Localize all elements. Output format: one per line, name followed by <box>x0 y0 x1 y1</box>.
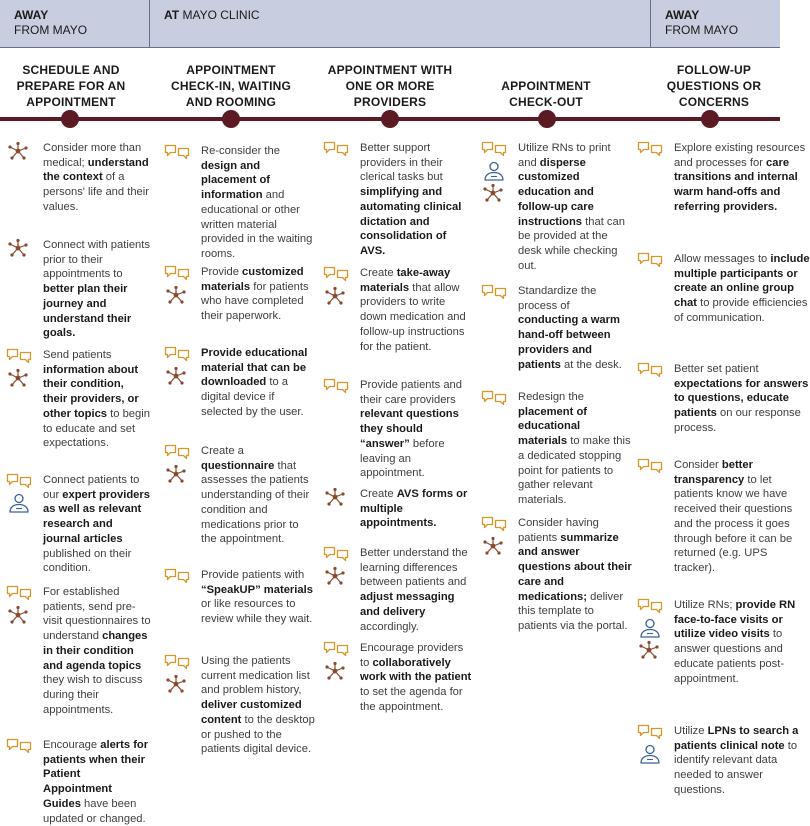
body-text: Provide patients with <box>201 569 305 581</box>
person-icon <box>637 618 667 638</box>
chat-icon <box>481 516 511 534</box>
recommendation-text <box>201 568 317 627</box>
header-away-right-normal: FROM MAYO <box>665 23 739 37</box>
header-at-mayo <box>150 0 650 48</box>
recommendation-icons <box>637 141 667 161</box>
stage-title-schedule: SCHEDULE AND PREPARE FOR AN APPOINTMENT <box>16 63 126 109</box>
recommendation-icons <box>6 141 36 163</box>
body-text: Consider more than medical; <box>43 142 142 169</box>
chat-icon <box>164 144 194 162</box>
recommendation-text <box>674 458 810 576</box>
recommendation-text <box>518 141 632 273</box>
recommendation-text <box>360 266 472 354</box>
recommendation-icons <box>481 516 511 558</box>
timeline-dot-schedule <box>61 110 79 128</box>
recommendation-icons <box>637 252 667 272</box>
timeline-dot-check-in <box>222 110 240 128</box>
recommendation-icons <box>481 284 511 304</box>
emphasis-text: customized materials <box>201 266 304 293</box>
recommendation-text <box>360 487 472 531</box>
recommendation-icons <box>323 641 353 683</box>
emphasis-text: expert providers as well as relevant research and journal articles <box>43 488 150 545</box>
recommendation-icons <box>323 546 353 588</box>
recommendation-text <box>201 654 317 757</box>
body-text: Better understand the learning differences between patients and <box>360 547 468 589</box>
emphasis-text: LPNs to search a patients clinical note <box>674 725 799 752</box>
emphasis-text: better plan their journey and understand their goals. <box>43 283 132 340</box>
network-icon <box>164 285 194 305</box>
stage-title-check-out: APPOINTMENT CHECK-OUT <box>501 79 591 109</box>
chat-icon <box>323 141 353 159</box>
recommendation-icons <box>6 473 36 515</box>
emphasis-text: care transitions and internal warm hand-offs and referring providers. <box>674 156 798 213</box>
recommendation-text <box>43 238 151 341</box>
chat-icon <box>481 390 511 408</box>
network-icon <box>323 661 353 681</box>
chat-icon <box>164 346 194 364</box>
chat-icon <box>6 738 36 756</box>
header-away-right-bold: AWAY <box>665 8 700 22</box>
chat-icon <box>164 568 194 586</box>
network-icon <box>323 487 353 507</box>
emphasis-text: Provide educational material that can be downloaded <box>201 347 308 389</box>
recommendation-text <box>43 141 151 215</box>
network-icon <box>164 464 194 484</box>
body-text: to the desktop or pushed to the patients digital device. <box>201 713 315 756</box>
timeline-dot-follow-up <box>701 110 719 128</box>
body-text: Consider having patients <box>518 517 599 544</box>
body-text: Create a <box>201 445 244 457</box>
body-text: Create <box>360 267 397 279</box>
chat-icon <box>164 444 194 462</box>
network-icon <box>481 183 511 203</box>
emphasis-text: information about their condition, their providers, or other topics <box>43 363 139 420</box>
body-text: at the desk. <box>560 358 622 371</box>
chat-icon <box>323 266 353 284</box>
body-text: Better support providers in their clerical tasks but <box>360 142 443 184</box>
emphasis-text: deliver customized content <box>201 699 302 726</box>
recommendation-text <box>43 738 151 826</box>
recommendation-text <box>518 284 632 372</box>
recommendation-text <box>674 141 810 215</box>
recommendation-text <box>360 546 472 634</box>
recommendation-icons <box>164 265 194 307</box>
body-text: Encourage <box>43 739 101 751</box>
emphasis-text: design and placement of information <box>201 159 271 202</box>
header-away-right <box>650 0 780 48</box>
recommendation-text <box>201 144 317 262</box>
body-text: to begin to educate and set expectations. <box>43 407 150 450</box>
recommendation-icons <box>164 568 194 588</box>
chat-icon <box>637 598 667 616</box>
chat-icon <box>637 362 667 380</box>
chat-icon <box>637 724 667 742</box>
network-icon <box>323 286 353 306</box>
stage-title-check-in: APPOINTMENT CHECK-IN, WAITING AND ROOMING <box>170 63 292 109</box>
person-icon <box>481 161 511 181</box>
recommendation-icons <box>6 348 36 390</box>
body-text: Better set patient <box>674 363 759 375</box>
body-text: to let patients know we have received their questions and the process it goes through before it can be returned (e.g. UPS tracker). <box>674 473 793 574</box>
chat-icon <box>6 473 36 491</box>
chat-icon <box>164 265 194 283</box>
body-text: Explore existing resources and processes for <box>674 142 806 169</box>
recommendation-text <box>43 585 151 717</box>
emphasis-text: changes in their condition and agenda topics <box>43 630 148 672</box>
body-text: have been updated or changed. <box>43 797 146 825</box>
body-text: Connect with patients prior to their appointments to <box>43 239 150 281</box>
body-text: Encourage providers to <box>360 642 464 669</box>
body-text: Standardize the process of <box>518 285 597 312</box>
body-text: Utilize RNs to print and <box>518 142 611 169</box>
body-text: Allow messages to <box>674 253 771 265</box>
header-away-left-bold: AWAY <box>14 8 49 22</box>
emphasis-text: adjust messaging and delivery <box>360 591 455 618</box>
recommendation-icons <box>481 390 511 410</box>
emphasis-text: simplifying and automating clinical dictation and consolidation of AVS. <box>360 186 462 257</box>
body-text: Connect patients to our <box>43 474 140 501</box>
person-icon <box>6 493 36 513</box>
recommendation-text <box>360 641 472 715</box>
header-at-mayo-normal: MAYO CLINIC <box>182 8 260 22</box>
body-text: to a digital device if selected by the user. <box>201 376 304 418</box>
emphasis-text: collaboratively work with the patient <box>360 656 472 684</box>
network-icon <box>6 141 36 161</box>
body-text: that assesses the patients understanding of their condition and medications prior to the appointment. <box>201 459 310 546</box>
recommendation-text <box>201 265 317 324</box>
emphasis-text: understand the context <box>43 156 149 184</box>
recommendation-icons <box>637 724 667 766</box>
emphasis-text: AVS forms or multiple appointments. <box>360 488 468 530</box>
body-text: to identify relevant data needed to answer questions. <box>674 739 798 796</box>
network-icon <box>637 640 667 660</box>
recommendation-icons <box>637 458 667 478</box>
header-away-left <box>0 0 150 48</box>
chat-icon <box>6 585 36 603</box>
recommendation-icons <box>164 654 194 696</box>
emphasis-text: better transparency <box>674 459 753 486</box>
body-text: Redesign the <box>518 391 584 403</box>
chat-icon <box>6 348 36 366</box>
body-text: published on their condition. <box>43 547 132 575</box>
chat-icon <box>164 654 194 672</box>
recommendation-text <box>360 141 472 259</box>
body-text: they wish to discuss during their appointments. <box>43 674 143 716</box>
body-text: that can be provided at the desk while checking out. <box>518 215 625 272</box>
chat-icon <box>323 546 353 564</box>
body-text: Create <box>360 488 397 500</box>
stage-title-follow-up: FOLLOW-UP QUESTIONS OR CONCERNS <box>666 63 762 109</box>
chat-icon <box>637 458 667 476</box>
emphasis-text: placement of educational materials <box>518 405 588 448</box>
recommendation-text <box>674 724 810 798</box>
recommendation-text <box>518 516 632 634</box>
body-text: before leaving an appointment. <box>360 437 445 480</box>
network-icon <box>6 605 36 625</box>
emphasis-text: questionnaire <box>201 459 275 472</box>
body-text: Provide patients and their care providers <box>360 379 462 406</box>
emphasis-text: expectations for answers to questions, educate patients <box>674 377 809 420</box>
recommendation-icons <box>6 585 36 627</box>
chat-icon <box>323 378 353 396</box>
chat-icon <box>323 641 353 659</box>
chat-icon <box>481 141 511 159</box>
header-at-mayo-bold: AT <box>164 8 180 22</box>
network-icon <box>6 238 36 258</box>
body-text: deliver this template to patients via the portal. <box>518 590 628 632</box>
recommendation-icons <box>323 487 353 509</box>
body-text: Using the patients current medication list and problem history, <box>201 655 310 697</box>
emphasis-text: summarize and answer questions about their care and medications; <box>518 531 632 603</box>
recommendation-icons <box>323 378 353 398</box>
body-text: or like resources to review while they wait. <box>201 598 313 626</box>
recommendation-icons <box>164 144 194 164</box>
stage-title-appointment: APPOINTMENT WITH ONE OR MORE PROVIDERS <box>327 63 453 109</box>
network-icon <box>481 536 511 556</box>
body-text: Consider <box>674 459 722 471</box>
emphasis-text: “SpeakUP” materials <box>201 583 313 596</box>
emphasis-text: conducting a warm hand-off between providers and patients <box>518 314 620 371</box>
recommendation-icons <box>323 141 353 161</box>
recommendation-icons <box>481 141 511 205</box>
emphasis-text: provide RN face-to-face visits or utilize video visits <box>674 599 796 641</box>
timeline-dot-appointment <box>381 110 399 128</box>
recommendation-text <box>201 444 317 547</box>
emphasis-text: relevant questions they should “answer” <box>360 408 459 450</box>
phase-header <box>0 0 780 48</box>
recommendation-text <box>674 362 810 436</box>
chat-icon <box>481 284 511 302</box>
network-icon <box>6 368 36 388</box>
body-text: Utilize RNs; <box>674 599 736 611</box>
chat-icon <box>637 141 667 159</box>
body-text: Utilize <box>674 725 708 737</box>
body-text: to set the agenda for the appointment. <box>360 686 463 713</box>
person-icon <box>637 744 667 764</box>
recommendation-icons <box>6 738 36 758</box>
body-text: to provide efficiencies of communication. <box>674 297 808 324</box>
network-icon <box>164 366 194 386</box>
body-text: to answer questions and educate patients post-appointment. <box>674 628 785 685</box>
emphasis-text: alerts for patients when their Patient Appointment Guides <box>43 739 149 810</box>
chat-icon <box>637 252 667 270</box>
recommendation-icons <box>323 266 353 308</box>
recommendation-text <box>43 348 151 451</box>
body-text: to make this a dedicated stopping point for patients to gather relevant materials. <box>518 435 631 506</box>
recommendation-icons <box>637 362 667 382</box>
body-text: for patients who have completed their paperwork. <box>201 280 309 323</box>
body-text: and educational or other written material provided in the waiting rooms. <box>201 189 313 260</box>
recommendation-text <box>360 378 472 481</box>
body-text: For established patients, send pre-visit questionnaires to understand <box>43 586 151 643</box>
recommendation-icons <box>164 346 194 388</box>
recommendation-icons <box>164 444 194 486</box>
recommendation-text <box>201 346 317 420</box>
body-text: that allow providers to write down medication and follow-up instructions for the patient. <box>360 281 466 353</box>
header-away-left-normal: FROM MAYO <box>14 23 88 37</box>
recommendation-text <box>518 390 632 508</box>
emphasis-text: include multiple participants or create an online group chat <box>674 253 810 310</box>
emphasis-text: take-away materials <box>360 267 451 294</box>
emphasis-text: disperse customized education and follow-up care instructions <box>518 156 594 228</box>
body-text: of a persons' life and their values. <box>43 171 149 213</box>
network-icon <box>323 566 353 586</box>
recommendation-icons <box>637 598 667 662</box>
network-icon <box>164 674 194 694</box>
recommendation-text <box>674 598 810 686</box>
recommendation-text <box>43 473 151 576</box>
body-text: accordingly. <box>360 620 419 633</box>
timeline-dot-check-out <box>538 110 556 128</box>
body-text: on our response process. <box>674 407 801 434</box>
body-text: Re-consider the <box>201 145 280 157</box>
body-text: Provide <box>201 266 243 278</box>
body-text: Send patients <box>43 349 112 361</box>
recommendation-icons <box>6 238 36 260</box>
recommendation-text <box>674 252 810 326</box>
